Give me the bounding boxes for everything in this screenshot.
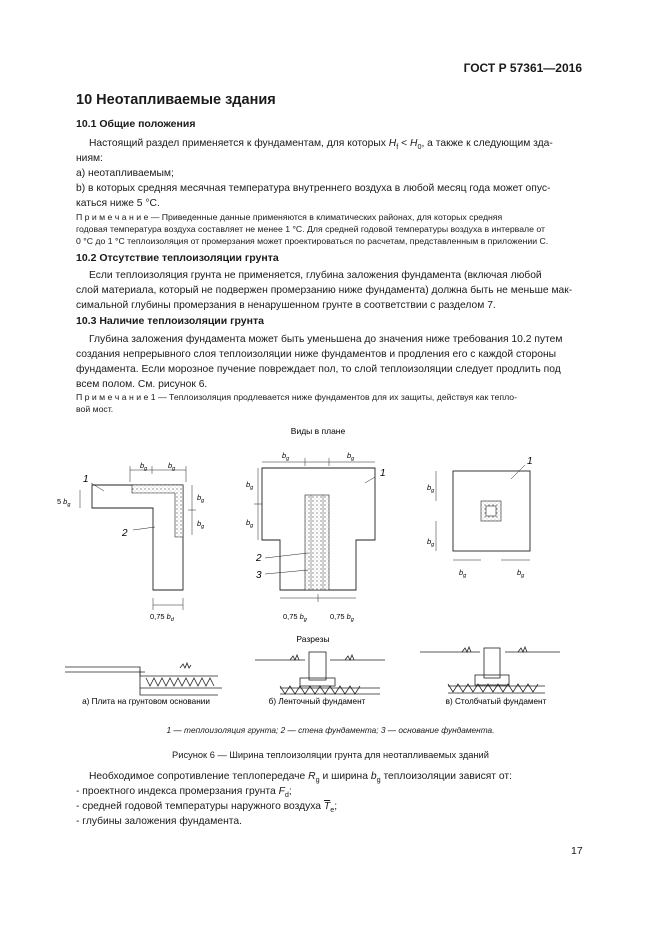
subsection-title-10-3: 10.3 Наличие теплоизоляции грунта (76, 315, 264, 327)
label-075bd: 0,75 $b_d$ (150, 612, 174, 623)
figure-title: Рисунок 6 — Ширина теплоизоляции грунта для неотапливаемых зданий (172, 750, 489, 760)
section-title: 10 Неотапливаемые здания (76, 92, 276, 108)
label-bg-c4: $b_g$ (517, 568, 525, 579)
plan-b (254, 458, 375, 602)
section-a (65, 663, 222, 695)
page-number: 17 (571, 845, 583, 857)
caption-c: в) Столбчатый фундамент (445, 697, 547, 706)
label-bg-b3: $b_g$ (246, 480, 254, 491)
note-10-1: П р и м е ч а н и е — Приведенные данные применяются в климатических районах, для которых средняя годовая температура воздуха составляет не менее 1 °С. Для средней годовой температуры воздуха в интервале от 0 °С до 1 °С теплоизоляция от промерзания может проектироваться по расчетам, представленным в приложении С. (76, 212, 549, 246)
label-bg-b2: $b_g$ (347, 451, 355, 462)
paragraph-10-1-intro: Настоящий раздел применяется к фундаментам, для которых $H_f < H_0$, а также к следующим зда- (89, 138, 553, 152)
closing-line-4: - глубины заложения фундамента. (76, 816, 242, 827)
label-bg-a4: $b_g$ (197, 519, 205, 530)
section-view-title: Разрезы (296, 634, 330, 644)
subsection-title-10-1: 10.1 Общие положения (76, 118, 196, 130)
label-bg-c3: $b_g$ (459, 568, 467, 579)
plan-view-title: Виды в плане (290, 426, 346, 436)
closing-line-2: - проектного индекса промерзания грунта $F_d$; (76, 786, 292, 800)
caption-a: а) Плита на грунтовом основании (82, 697, 210, 706)
callout-1-a: 1 (83, 474, 89, 485)
label-bg-c1: $b_g$ (427, 483, 435, 494)
list-item-b: b) в которых средняя месячная температура внутреннего воздуха в любой месяц года может опус- каться ниже 5 °С. (76, 183, 551, 209)
closing-line-1: Необходимое сопротивление теплопередаче $R_g$ и ширина $b_g$ теплоизоляции зависят от: (89, 771, 512, 785)
list-item-a: а) неотапливаемым; (76, 168, 174, 179)
label-bg-a1: $b_g$ (140, 461, 148, 472)
section-c (420, 647, 560, 693)
callout-3-b: 3 (256, 570, 262, 581)
label-5bg: 5 $b_g$ (57, 497, 71, 508)
paragraph-10-1-intro-end: ниям: (76, 153, 103, 164)
subsection-title-10-2: 10.2 Отсутствие теплоизоляции грунта (76, 252, 279, 264)
callout-1-c: 1 (527, 456, 533, 467)
label-075bg-1: 0,75 $b_g$ (283, 612, 307, 623)
callout-1-b: 1 (380, 468, 386, 479)
paragraph-10-3: Глубина заложения фундамента может быть уменьшена до значения ниже требования 10.2 путем создания непрерывного слоя теплоизоляции ниже фундаментов и продления его с каждой стороны фундамента. Если морозное пучение повреждает пол, то слой теплоизоляции следует продлить под всем полом. См. рисунок 6. (76, 334, 563, 390)
callout-2-a: 2 (122, 528, 128, 539)
label-bg-b1: $b_g$ (282, 451, 290, 462)
plan-a (80, 466, 196, 610)
label-bg-a3: $b_g$ (197, 493, 205, 504)
figure-6-drawing (0, 420, 661, 720)
note-10-3: П р и м е ч а н и е 1 — Теплоизоляция продлевается ниже фундаментов для их защиты, действуя как тепло- вой мост. (76, 392, 517, 414)
caption-b: б) Ленточный фундамент (268, 697, 366, 706)
paragraph-10-2: Если теплоизоляция грунта не применяется, глубина заложения фундамента (включая любой слой материала, который не подвержен промерзанию ниже фундамента) должна быть не меньше мак- симальной глубины промерзания в ненарушенном грунте в соответствии с разделом 7. (76, 270, 573, 311)
closing-line-3: - средней годовой температуры наружного воздуха $\overline{T}_e$; (76, 801, 338, 815)
label-bg-b4: $b_g$ (246, 518, 254, 529)
plan-c (436, 465, 530, 560)
figure-legend: 1 — теплоизоляция грунта; 2 — стена фундамента; 3 — основание фундамента. (166, 725, 495, 735)
document-code: ГОСТ Р 57361—2016 (463, 61, 582, 75)
label-075bg-2: 0,75 $b_g$ (330, 612, 354, 623)
label-bg-c2: $b_g$ (427, 537, 435, 548)
label-bg-a2: $b_g$ (168, 461, 176, 472)
callout-2-b: 2 (256, 553, 262, 564)
section-b (255, 652, 385, 694)
